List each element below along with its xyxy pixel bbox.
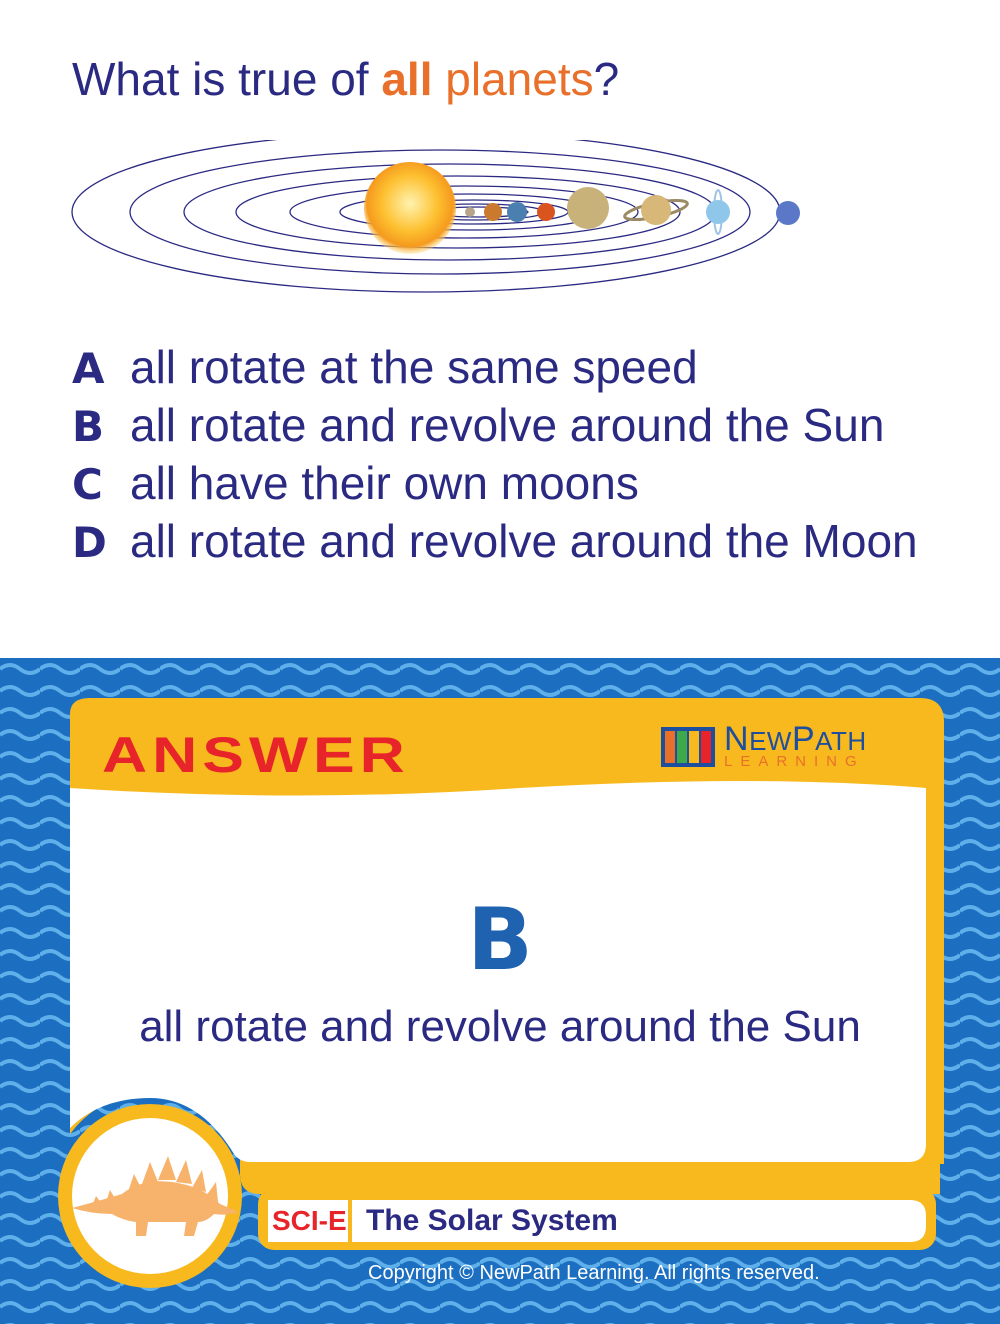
- newpath-logo: [660, 722, 867, 769]
- venus-icon: [484, 203, 502, 221]
- question-suffix: ?: [593, 53, 620, 105]
- neptune-icon: [776, 201, 800, 225]
- correct-answer-text: all rotate and revolve around the Sun: [139, 1002, 861, 1051]
- option-letter: D: [72, 518, 107, 567]
- option-a[interactable]: [72, 340, 918, 398]
- question-text: [72, 52, 619, 106]
- option-text: all rotate and revolve around the Moon: [130, 515, 918, 567]
- question-prefix: What is true of: [72, 53, 382, 105]
- mars-icon: [537, 203, 555, 221]
- answer-heading: ANSWER: [102, 727, 410, 783]
- stegosaurus-icon: [62, 1138, 242, 1248]
- option-d[interactable]: [72, 514, 918, 572]
- option-text: all rotate and revolve around the Sun: [130, 399, 885, 451]
- option-letter: B: [72, 402, 105, 451]
- jupiter-icon: [567, 187, 609, 229]
- uranus-icon: [706, 190, 730, 234]
- solar-system-illustration: [60, 140, 820, 300]
- option-letter: A: [72, 344, 105, 393]
- option-b[interactable]: [72, 398, 918, 456]
- option-c[interactable]: [72, 456, 918, 514]
- mercury-icon: [465, 207, 475, 217]
- card-code: SCI-E: [272, 1205, 347, 1236]
- earth-icon: [507, 202, 527, 222]
- copyright-text: Copyright © NewPath Learning. All rights reserved.: [368, 1262, 820, 1284]
- option-text: all have their own moons: [130, 457, 639, 509]
- question-highlight-all: all: [381, 53, 433, 105]
- option-text: all rotate at the same speed: [130, 341, 698, 393]
- saturn-icon: [623, 195, 689, 225]
- answer-options: [72, 340, 918, 572]
- question-highlight-planets: planets: [432, 53, 594, 105]
- correct-answer-letter: B: [467, 890, 533, 990]
- topic-title: The Solar System: [366, 1204, 618, 1237]
- logo-subtitle: LEARNING: [724, 753, 865, 770]
- books-icon: [660, 723, 716, 769]
- option-letter: C: [72, 460, 103, 509]
- sun-icon: [364, 162, 456, 254]
- logo-name: NEWPATH: [724, 720, 867, 758]
